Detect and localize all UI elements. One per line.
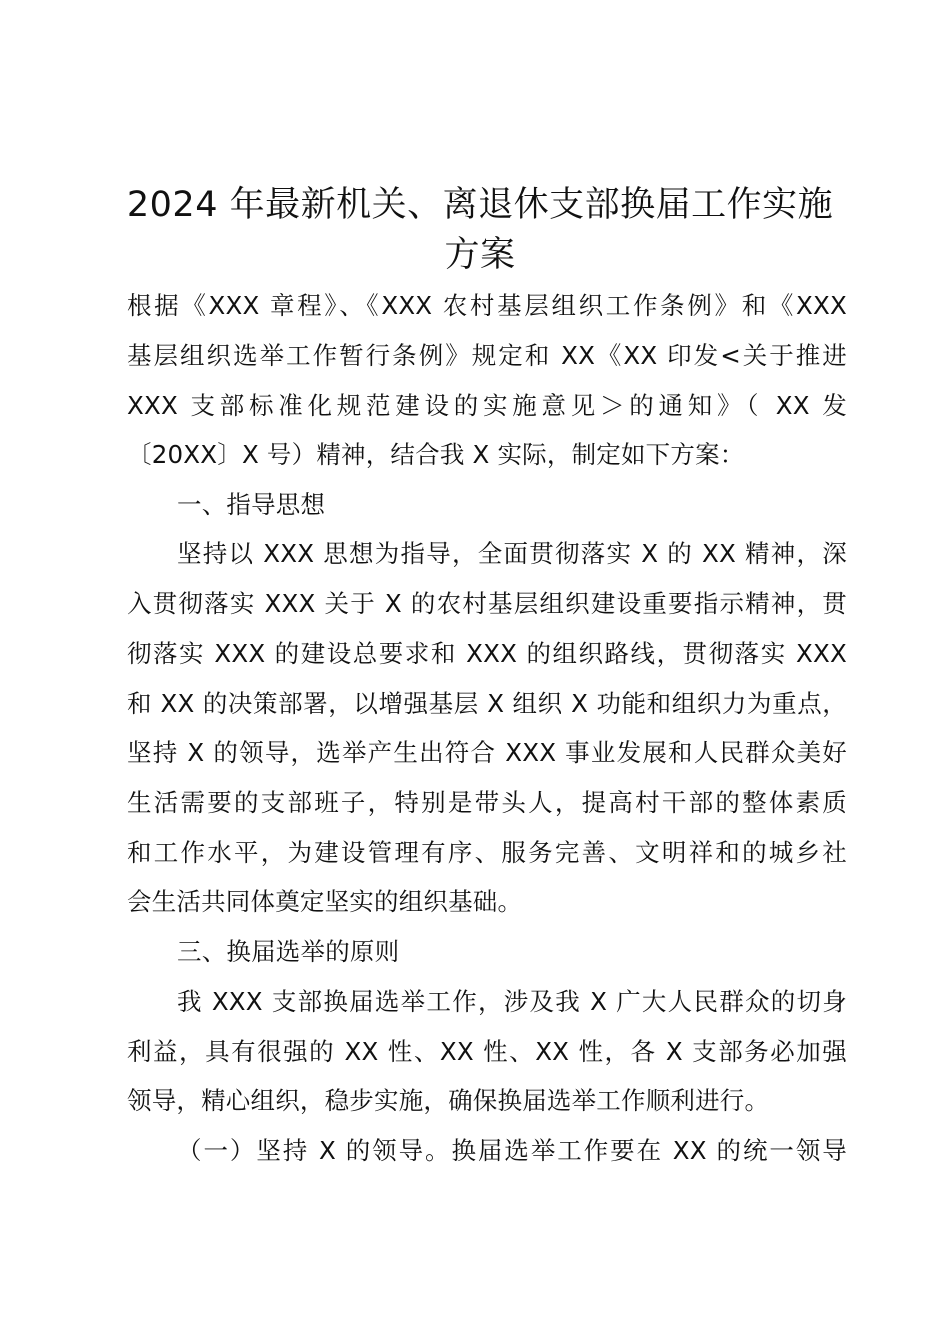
section-1-line-4: 和 XX 的决策部署，以增强基层 X 组织 X 功能和组织力为重点， — [127, 689, 847, 718]
section-1-line-8: 会生活共同体奠定坚实的组织基础。 — [127, 887, 523, 916]
section-3-line-3: 领导，精心组织，稳步实施，确保换届选举工作顺利进行。 — [127, 1086, 770, 1115]
section-3-line-2: 利益，具有很强的 XX 性、XX 性、XX 性，各 X 支部务必加强 — [127, 1037, 847, 1066]
section-3-heading: 三、换届选举的原则 — [177, 937, 400, 966]
section-1-line-7: 和工作水平，为建设管理有序、服务完善、文明祥和的城乡社 — [127, 838, 847, 867]
document-title-line-1: 2024 年最新机关、离退休支部换届工作实施 — [126, 185, 834, 225]
intro-line-4: 〔20XX〕X 号）精神，结合我 X 实际，制定如下方案： — [127, 440, 745, 469]
intro-line-3: XXX 支部标准化规范建设的实施意见＞的通知》（ XX 发 — [127, 391, 847, 420]
section-1-line-3: 彻落实 XXX 的建设总要求和 XXX 的组织路线，贯彻落实 XXX — [127, 639, 847, 668]
document-title-line-2: 方案 — [444, 235, 516, 275]
section-1-line-1: 坚持以 XXX 思想为指导，全面贯彻落实 X 的 XX 精神，深 — [177, 539, 847, 568]
intro-line-2: 基层组织选举工作暂行条例》规定和 XX《XX 印发<关于推进 — [127, 341, 847, 370]
intro-line-1: 根据《XXX 章程》、《XXX 农村基层组织工作条例》和《XXX — [127, 291, 847, 320]
section-1-line-2: 入贯彻落实 XXX 关于 X 的农村基层组织建设重要指示精神，贯 — [127, 589, 847, 618]
section-1-line-5: 坚持 X 的领导，选举产生出符合 XXX 事业发展和人民群众美好 — [127, 738, 847, 767]
section-1-heading: 一、指导思想 — [177, 490, 326, 519]
section-3-line-1: 我 XXX 支部换届选举工作，涉及我 X 广大人民群众的切身 — [177, 987, 847, 1016]
subsection-1-line-1: （一）坚持 X 的领导。换届选举工作要在 XX 的统一领导 — [177, 1136, 847, 1165]
section-1-line-6: 生活需要的支部班子，特别是带头人，提高村干部的整体素质 — [127, 788, 847, 817]
